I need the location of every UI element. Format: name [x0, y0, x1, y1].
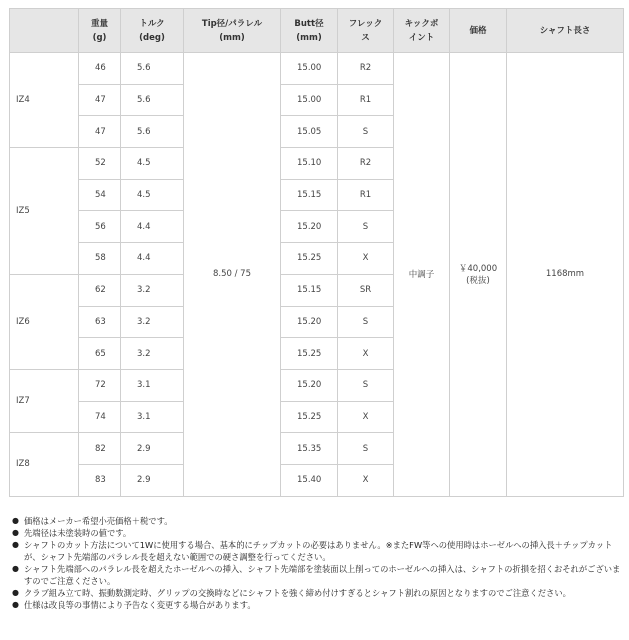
weight-cell: 46 — [79, 53, 121, 85]
header-flex: フレック ス — [338, 9, 394, 53]
note-text: 仕様は改良等の事情により予告なく変更する場合があります。 — [24, 600, 256, 610]
butt-cell: 15.20 — [281, 211, 338, 243]
torque-cell: 3.2 — [121, 338, 184, 370]
note-text: 先端径は未塗装時の値です。 — [24, 528, 132, 538]
header-kick-point: キックポ イント — [394, 9, 450, 53]
torque-cell: 4.5 — [121, 179, 184, 211]
torque-cell: 3.2 — [121, 306, 184, 338]
price-cell: ￥40,000 (税抜) — [450, 53, 507, 497]
header-butt: Butt径 (mm) — [281, 9, 338, 53]
flex-cell: X — [338, 243, 394, 275]
model-name: IZ5 — [10, 148, 79, 275]
note-text: シャフトのカット方法について1Wに使用する場合、基本的にチップカットの必要はありません。※またFW等への使用時はホーゼルへの挿入長＋チップカットが、シャフト先端部のパラレル長を超えない範囲での硬さ調整を行ってください。 — [24, 540, 613, 562]
weight-cell: 52 — [79, 148, 121, 180]
butt-cell: 15.35 — [281, 433, 338, 465]
table-row — [10, 53, 624, 85]
note-item — [10, 599, 624, 611]
weight-cell: 65 — [79, 338, 121, 370]
torque-cell: 2.9 — [121, 433, 184, 465]
model-name: IZ8 — [10, 433, 79, 496]
weight-cell: 56 — [79, 211, 121, 243]
note-item — [10, 563, 624, 587]
note-item — [10, 527, 624, 539]
torque-cell: 4.4 — [121, 211, 184, 243]
torque-cell: 2.9 — [121, 464, 184, 496]
bullet-icon: ● — [12, 528, 19, 537]
torque-cell: 3.2 — [121, 274, 184, 306]
header-torque: トルク (deg) — [121, 9, 184, 53]
model-name: IZ6 — [10, 274, 79, 369]
header-tip: Tip径/パラレル (mm) — [184, 9, 281, 53]
butt-cell: 15.15 — [281, 274, 338, 306]
weight-cell: 58 — [79, 243, 121, 275]
notes-list — [10, 515, 624, 611]
bullet-icon: ● — [12, 540, 19, 549]
header-length: シャフト長さ — [507, 9, 624, 53]
weight-cell: 63 — [79, 306, 121, 338]
butt-cell: 15.25 — [281, 401, 338, 433]
butt-cell: 15.25 — [281, 243, 338, 275]
weight-cell: 72 — [79, 369, 121, 401]
torque-cell: 3.1 — [121, 401, 184, 433]
flex-cell: X — [338, 464, 394, 496]
weight-cell: 47 — [79, 84, 121, 116]
model-name: IZ4 — [10, 53, 79, 148]
note-text: シャフト先端部へのパラレル長を超えたホーゼルへの挿入、シャフト先端部を塗装面以上削ってのホーゼルへの挿入は、シャフトの折損を招くおそれがございますのでご注意ください。 — [24, 564, 621, 586]
flex-cell: R2 — [338, 148, 394, 180]
table-body — [10, 53, 624, 497]
torque-cell: 5.6 — [121, 84, 184, 116]
flex-cell: S — [338, 211, 394, 243]
weight-cell: 83 — [79, 464, 121, 496]
note-text: 価格はメーカー希望小売価格＋税です。 — [24, 516, 173, 526]
note-item — [10, 587, 624, 599]
weight-cell: 82 — [79, 433, 121, 465]
butt-cell: 15.20 — [281, 369, 338, 401]
header-price: 価格 — [450, 9, 507, 53]
length-cell: 1168mm — [507, 53, 624, 497]
weight-cell: 47 — [79, 116, 121, 148]
butt-cell: 15.10 — [281, 148, 338, 180]
bullet-icon: ● — [12, 600, 19, 609]
butt-cell: 15.05 — [281, 116, 338, 148]
butt-cell: 15.00 — [281, 84, 338, 116]
weight-cell: 62 — [79, 274, 121, 306]
weight-cell: 74 — [79, 401, 121, 433]
spec-table — [9, 8, 624, 497]
tip-cell: 8.50 / 75 — [184, 53, 281, 497]
table-header — [10, 9, 624, 53]
butt-cell: 15.40 — [281, 464, 338, 496]
butt-cell: 15.00 — [281, 53, 338, 85]
flex-cell: X — [338, 401, 394, 433]
torque-cell: 5.6 — [121, 53, 184, 85]
butt-cell: 15.20 — [281, 306, 338, 338]
kick-point-cell: 中調子 — [394, 53, 450, 497]
flex-cell: R1 — [338, 179, 394, 211]
header-model — [10, 9, 79, 53]
flex-cell: S — [338, 433, 394, 465]
header-weight: 重量 (g) — [79, 9, 121, 53]
flex-cell: SR — [338, 274, 394, 306]
torque-cell: 4.4 — [121, 243, 184, 275]
torque-cell: 5.6 — [121, 116, 184, 148]
weight-cell: 54 — [79, 179, 121, 211]
flex-cell: S — [338, 116, 394, 148]
bullet-icon: ● — [12, 516, 19, 525]
flex-cell: R2 — [338, 53, 394, 85]
bullet-icon: ● — [12, 588, 19, 597]
bullet-icon: ● — [12, 564, 19, 573]
flex-cell: R1 — [338, 84, 394, 116]
flex-cell: X — [338, 338, 394, 370]
torque-cell: 4.5 — [121, 148, 184, 180]
note-text: クラブ組み立て時、振動数測定時、グリップの交換時などにシャフトを強く締め付けすぎるとシャフト割れの原因となりますのでご注意ください。 — [24, 588, 571, 598]
model-name: IZ7 — [10, 369, 79, 432]
note-item — [10, 515, 624, 527]
flex-cell: S — [338, 369, 394, 401]
butt-cell: 15.25 — [281, 338, 338, 370]
butt-cell: 15.15 — [281, 179, 338, 211]
note-item — [10, 539, 624, 563]
flex-cell: S — [338, 306, 394, 338]
torque-cell: 3.1 — [121, 369, 184, 401]
